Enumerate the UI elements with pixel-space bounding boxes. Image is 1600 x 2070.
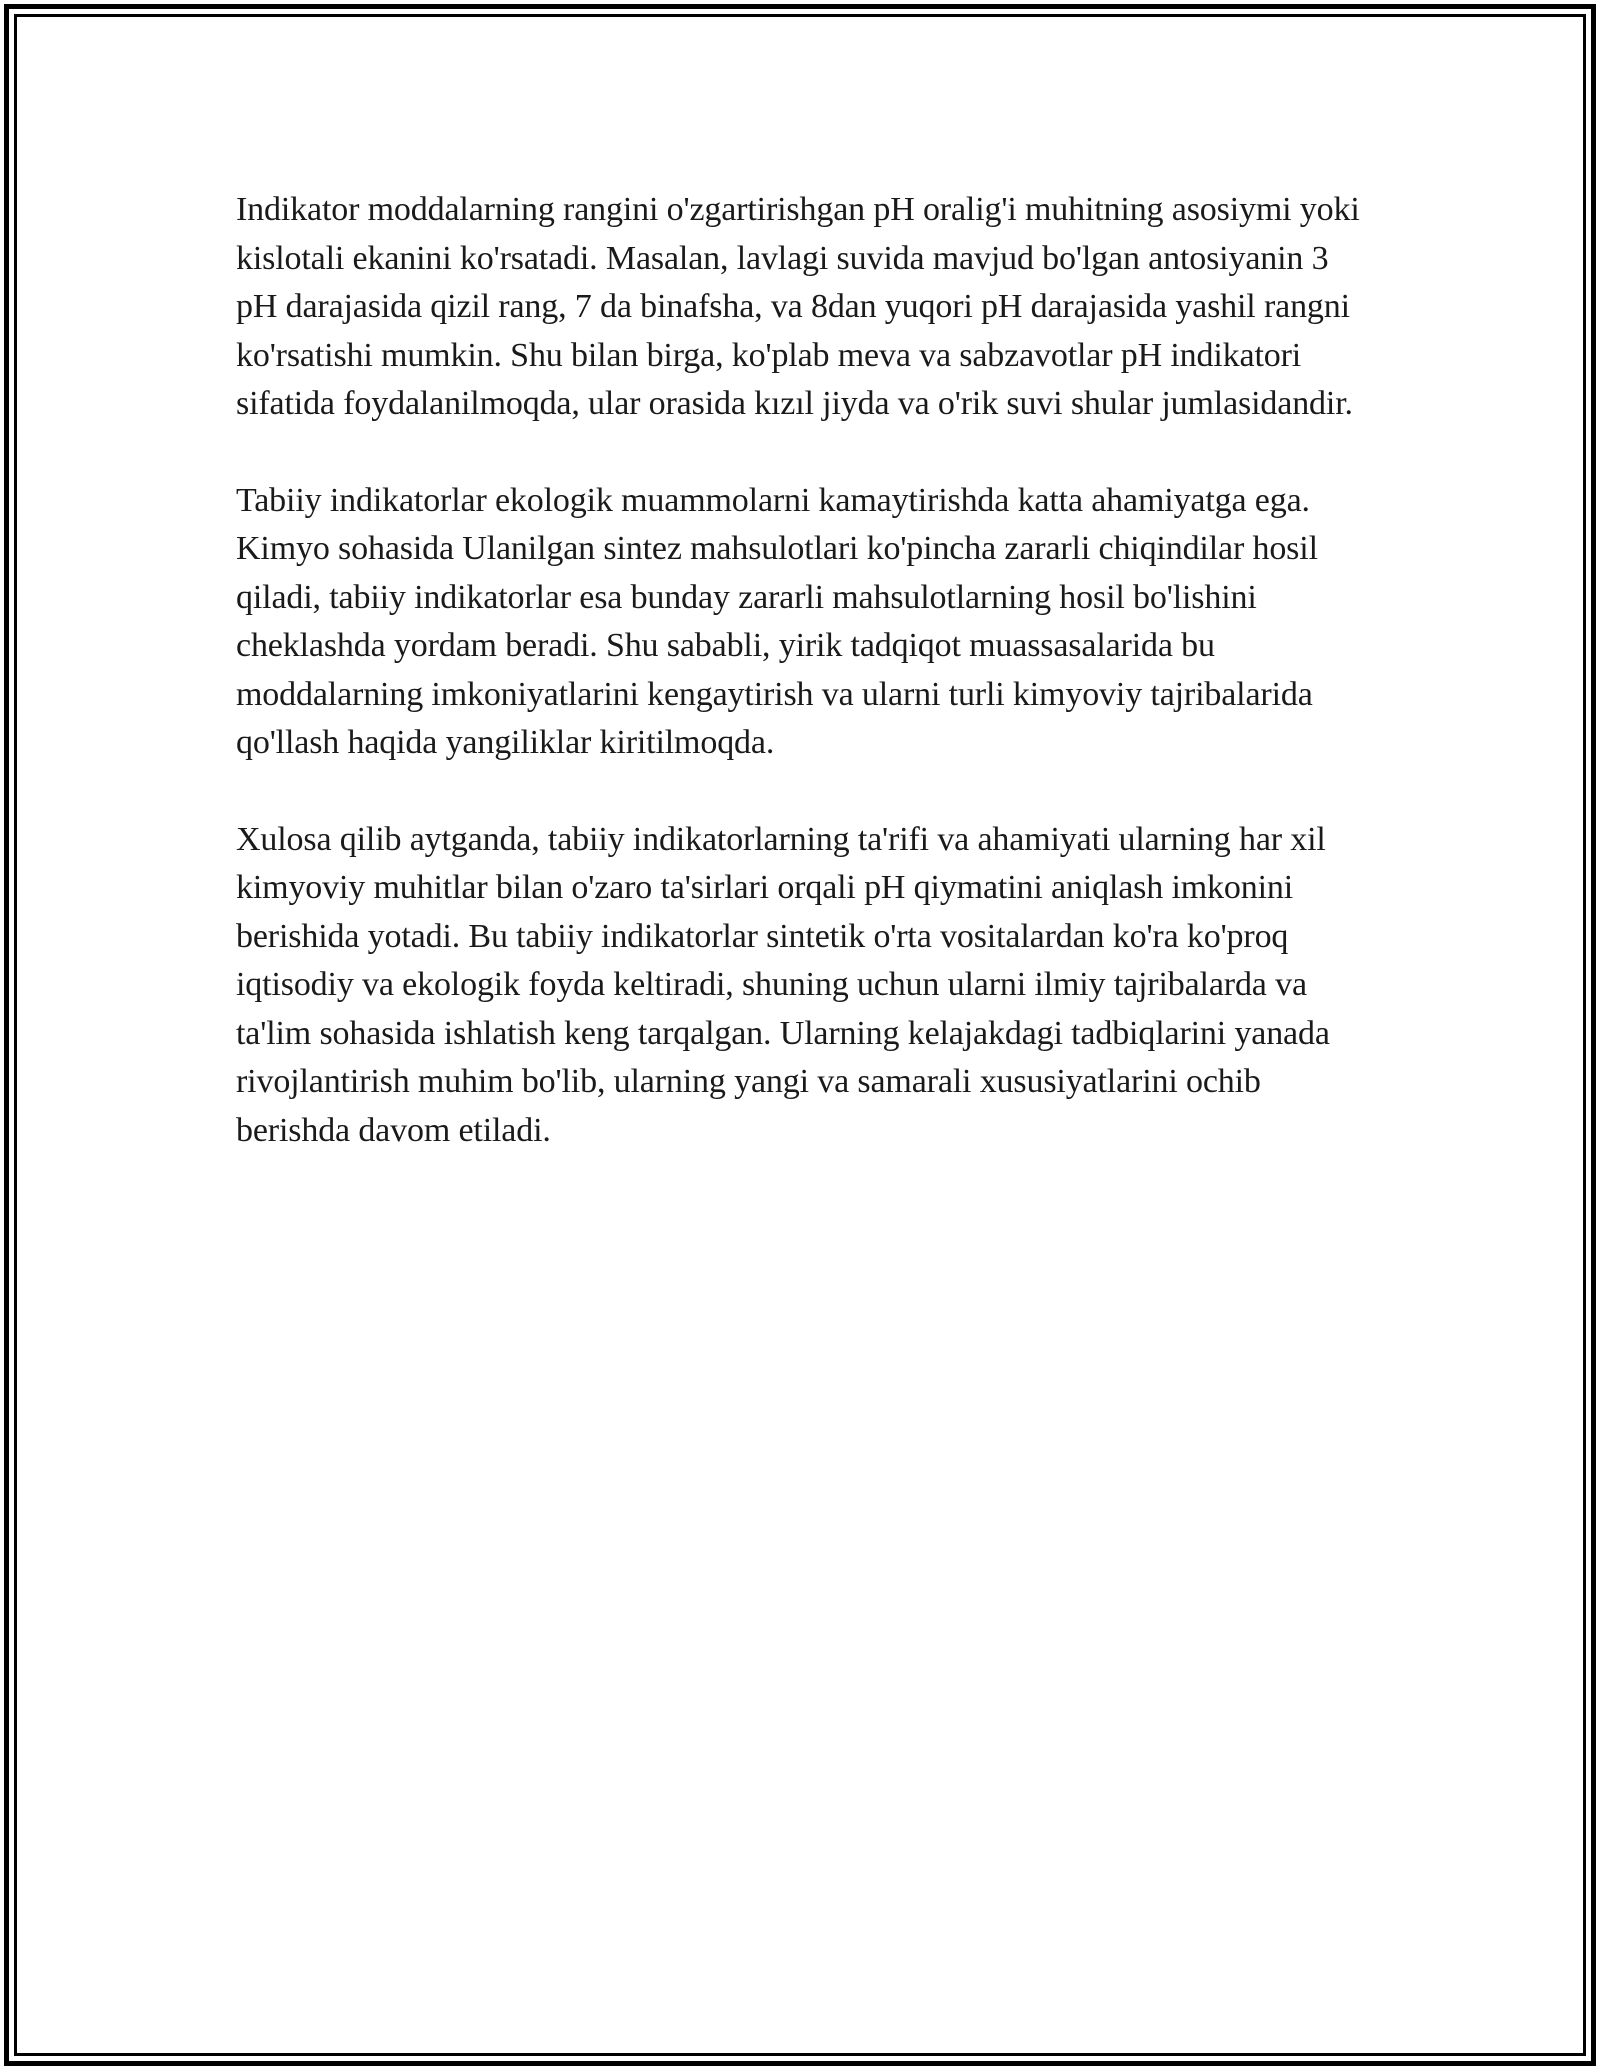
paragraph-1: Indikator moddalarning rangini o'zgartirishgan pH oralig'i muhitning asosiymi yoki kislotali ekanini ko'rsatadi. Masalan, lavlagi suvida mavjud bo'lgan antosiyanin 3 pH darajasida qizil rang, 7 da binafsha, va 8dan yuqori pH darajasida yashil rangni ko'rsatishi mumkin. Shu bilan birga, ko'plab meva va sabzavotlar pH indikatori sifatida foydalanilmoqda, ular orasida kızıl jiyda va o'rik suvi shular jumlasidandir. [236, 191, 1360, 422]
paragraph-2: Tabiiy indikatorlar ekologik muammolarni kamaytirishda katta ahamiyatga ega. Kimyo sohasida Ulanilgan sintez mahsulotlari ko'pincha zararli chiqindilar hosil qiladi, tabiiy indikatorlar esa bunday zararli mahsulotlarning hosil bo'lishini cheklashda yordam beradi. Shu sababli, yirik tadqiqot muassasalarida bu moddalarning imkoniyatlarini kengaytirish va ularni turli kimyoviy tajribalarida qo'llash haqida yangiliklar kiritilmoqda. [236, 481, 1318, 761]
document-body [236, 186, 1366, 1203]
paragraph-3: Xulosa qilib aytganda, tabiiy indikatorlarning ta'rifi va ahamiyati ularning har xil kimyoviy muhitlar bilan o'zaro ta'sirlari orqali pH qiymatini aniqlash imkonini berishida yotadi. Bu tabiiy indikatorlar sintetik o'rta vositalardan ko'ra ko'proq iqtisodiy va ekologik foyda keltiradi, shuning uchun ularni ilmiy tajribalarda va ta'lim sohasida ishlatish keng tarqalgan. Ularning kelajakdagi tadbiqlarini yanada rivojlantirish muhim bo'lib, ularning yangi va samarali xususiyatlarini ochib berishda davom etiladi. [236, 820, 1330, 1149]
